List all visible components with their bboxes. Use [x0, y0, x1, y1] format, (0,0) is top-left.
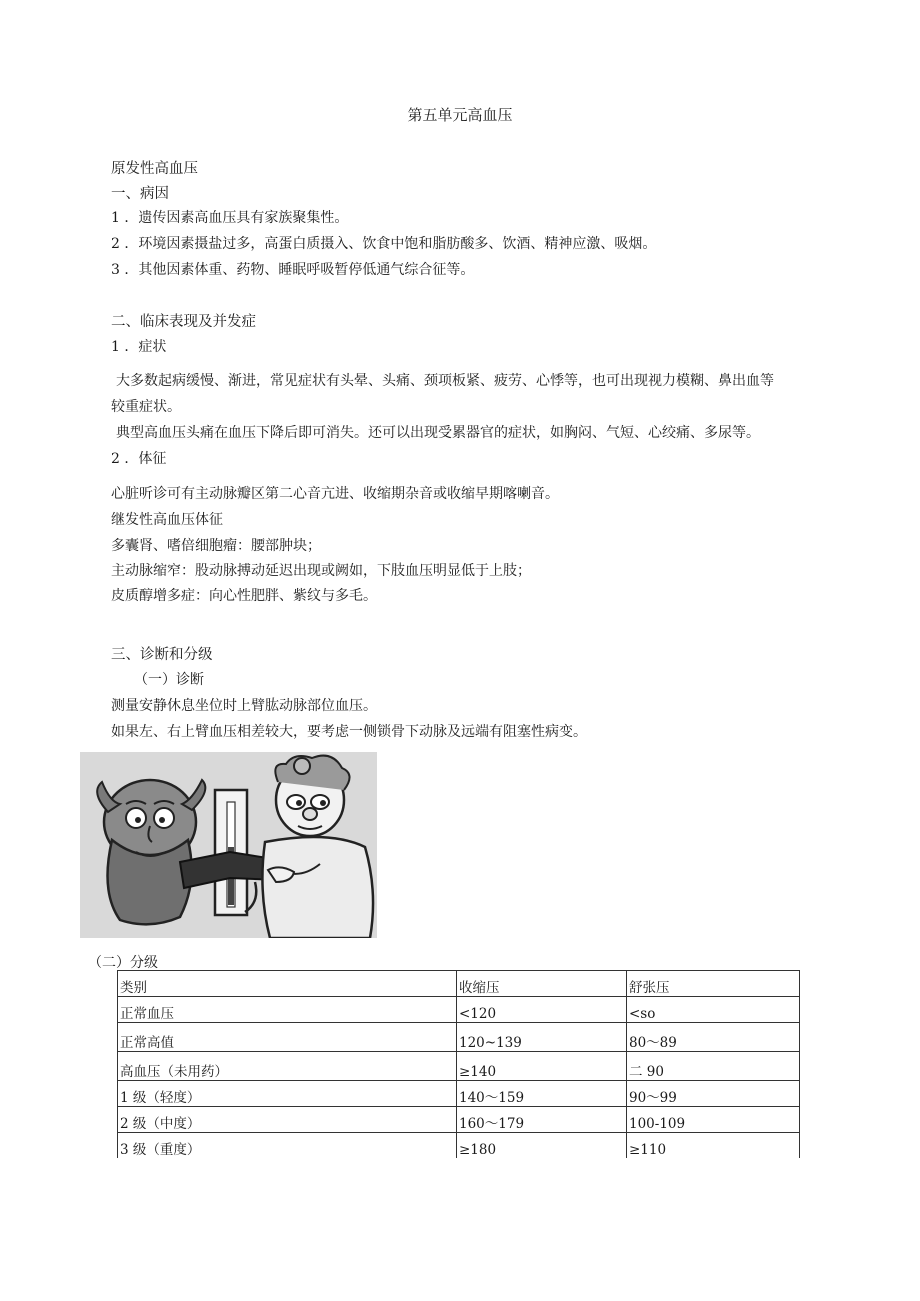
table-cell: 3 级（重度） — [118, 1133, 457, 1159]
secondary-sign-3: 皮质醇增多症：向心性肥胖、紫纹与多毛。 — [111, 588, 377, 604]
page-title: 第五单元高血压 — [407, 106, 513, 124]
table-row — [118, 1023, 800, 1052]
doctor-patient-illustration — [80, 752, 377, 938]
section-1-heading: 一、病因 — [111, 186, 169, 202]
symptoms-paragraph-line-1: 大多数起病缓慢、渐进，常见症状有头晕、头痛、颈项板紧、疲劳、心悸等，也可出现视力模糊、鼻出血等 — [116, 373, 774, 389]
table-cell: 80～89 — [627, 1023, 800, 1052]
table-cell: 高血压（未用药） — [118, 1052, 457, 1081]
cause-item-2: 2 ．环境因素摄盐过多，高蛋白质摄入、饮食中饱和脂肪酸多、饮酒、精神应激、吸烟。 — [111, 236, 657, 252]
table-row — [118, 1081, 800, 1107]
table-cell: 2 级（中度） — [118, 1107, 457, 1133]
secondary-sign-2: 主动脉缩窄：股动脉搏动延迟出现或阙如，下肢血压明显低于上肢； — [111, 563, 531, 579]
table-cell: 90～99 — [627, 1081, 800, 1107]
header-diastolic: 舒张压 — [627, 971, 800, 997]
auscultation-paragraph: 心脏听诊可有主动脉瓣区第二心音亢进、收缩期杂音或收缩早期喀喇音。 — [111, 486, 559, 502]
table-cell: 正常血压 — [118, 997, 457, 1023]
table-cell: 正常高值 — [118, 1023, 457, 1052]
subtitle: 原发性高血压 — [111, 161, 198, 177]
table-row — [118, 1052, 800, 1081]
table-cell: 120~139 — [457, 1023, 627, 1052]
header-systolic: 收缩压 — [457, 971, 627, 997]
cause-item-3: 3 ．其他因素体重、药物、睡眠呼吸暂停低通气综合征等。 — [111, 262, 475, 278]
diagnosis-subheading: （一）诊断 — [134, 672, 204, 688]
blood-pressure-illustration — [80, 752, 377, 938]
signs-subheading: 2 ．体征 — [111, 451, 167, 467]
table-cell: 100-109 — [627, 1107, 800, 1133]
table-row — [118, 997, 800, 1023]
table-cell: 160～179 — [457, 1107, 627, 1133]
table-cell: <120 — [457, 997, 627, 1023]
secondary-sign-1: 多囊肾、嗜倍细胞瘤：腰部肿块； — [111, 538, 321, 554]
table-cell: 二 90 — [627, 1052, 800, 1081]
diagnosis-paragraph-1: 测量安静休息坐位时上臂肱动脉部位血压。 — [111, 698, 377, 714]
cause-item-1: 1 ．遗传因素高血压具有家族聚集性。 — [111, 210, 349, 226]
secondary-signs-heading: 继发性高血压体征 — [111, 512, 223, 528]
table-header-row — [118, 971, 800, 997]
section-2-heading: 二、临床表现及并发症 — [111, 314, 256, 330]
table-cell: ≥140 — [457, 1052, 627, 1081]
table-cell: 1 级（轻度） — [118, 1081, 457, 1107]
header-category: 类别 — [118, 971, 457, 997]
table-cell: 140～159 — [457, 1081, 627, 1107]
table-cell: <so — [627, 997, 800, 1023]
table-cell: ≥180 — [457, 1133, 627, 1159]
grading-subheading: （二）分级 — [88, 955, 158, 971]
table-cell: ≥110 — [627, 1133, 800, 1159]
symptoms-subheading: 1 ．症状 — [111, 339, 167, 355]
table-row — [118, 1133, 800, 1159]
bp-grading-table — [117, 970, 800, 1158]
symptoms-paragraph-line-2: 较重症状。 — [111, 399, 181, 415]
headache-paragraph: 典型高血压头痛在血压下降后即可消失。还可以出现受累器官的症状，如胸闷、气短、心绞痛、多尿等。 — [116, 425, 760, 441]
diagnosis-paragraph-2: 如果左、右上臂血压相差较大，要考虑一侧锁骨下动脉及远端有阻塞性病变。 — [111, 724, 587, 740]
table-row — [118, 1107, 800, 1133]
section-3-heading: 三、诊断和分级 — [111, 647, 213, 663]
